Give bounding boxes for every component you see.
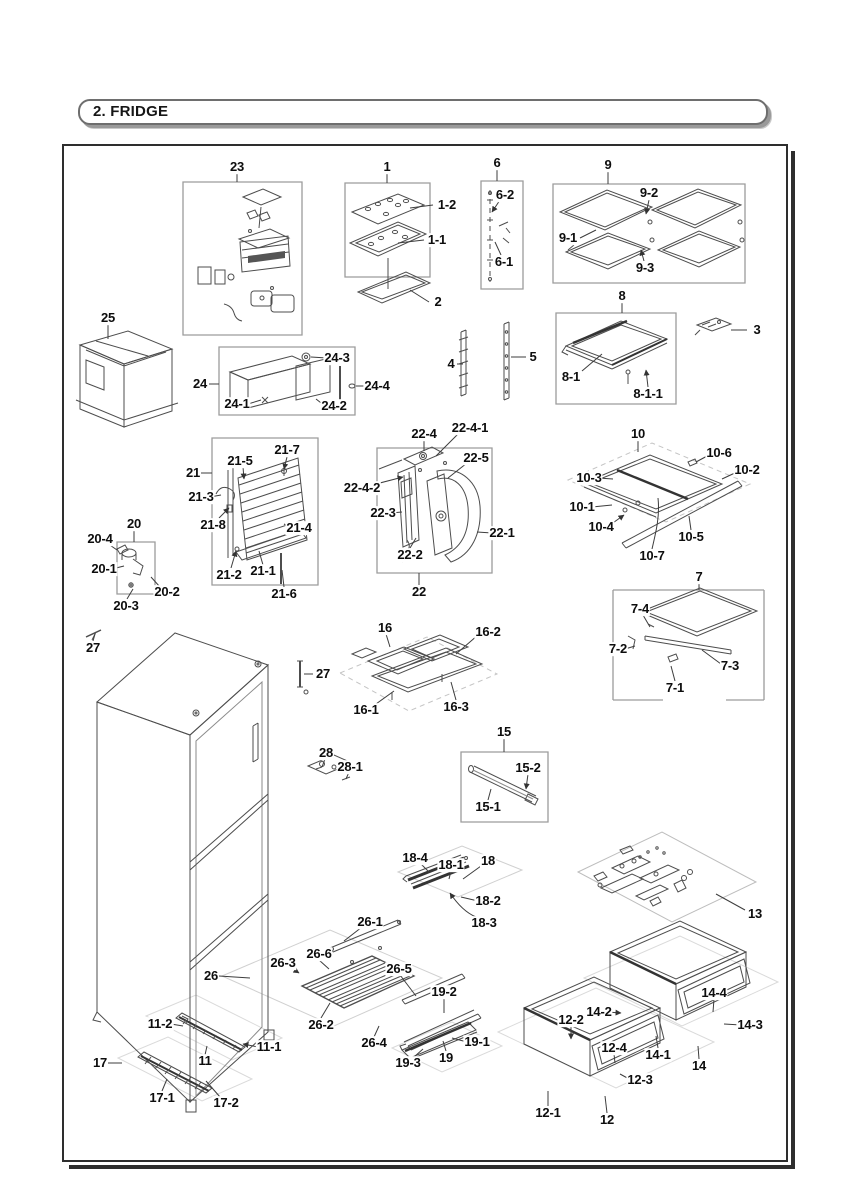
part-label: 7 — [695, 569, 703, 585]
part-label: 13 — [747, 906, 763, 922]
part-label: 26-5 — [386, 961, 412, 977]
part-label: 24-4 — [364, 378, 390, 394]
part-label: 14 — [691, 1058, 707, 1074]
part-label: 12-2 — [558, 1012, 584, 1028]
part-label: 16 — [377, 620, 393, 636]
part-label: 26-2 — [308, 1017, 334, 1033]
part-label: 16-1 — [353, 702, 379, 718]
part-label: 12-1 — [535, 1105, 561, 1121]
part-label: 10-7 — [639, 548, 665, 564]
part-label: 10-1 — [569, 499, 595, 515]
part-label: 12-3 — [627, 1072, 653, 1088]
part-label: 9 — [604, 157, 612, 173]
part-label: 8-1-1 — [633, 386, 663, 402]
part-label: 22-5 — [463, 450, 489, 466]
part-label: 5 — [529, 349, 537, 365]
part-label: 20-3 — [113, 598, 139, 614]
part-label: 24-2 — [321, 398, 347, 414]
part-label: 19 — [438, 1050, 454, 1066]
part-label: 6-2 — [495, 187, 515, 203]
part-label: 9-3 — [635, 260, 655, 276]
part-label: 24-1 — [224, 396, 250, 412]
part-label: 10-3 — [576, 470, 602, 486]
part-label: 7-2 — [608, 641, 628, 657]
part-label: 22-4-2 — [343, 480, 381, 496]
part-label: 12-4 — [601, 1040, 627, 1056]
part-label: 18-4 — [402, 850, 428, 866]
part-label: 10-6 — [706, 445, 732, 461]
part-label: 22-2 — [397, 547, 423, 563]
part-label: 22-4 — [411, 426, 437, 442]
section-title: 2. FRIDGE — [93, 103, 169, 120]
part-label: 12 — [599, 1112, 615, 1128]
part-label: 26-4 — [361, 1035, 387, 1051]
part-label: 24 — [192, 376, 208, 392]
part-label: 9-2 — [639, 185, 659, 201]
part-label: 27 — [85, 640, 101, 656]
part-label: 21-8 — [200, 517, 226, 533]
part-label: 17 — [92, 1055, 108, 1071]
part-label: 21-4 — [286, 520, 312, 536]
part-label: 2 — [434, 294, 442, 310]
part-label: 10-4 — [588, 519, 614, 535]
part-label: 21-2 — [216, 567, 242, 583]
part-label: 20-4 — [87, 531, 113, 547]
part-label: 18-2 — [475, 893, 501, 909]
part-label: 9-1 — [558, 230, 578, 246]
part-label: 7-1 — [665, 680, 685, 696]
part-label: 1-1 — [427, 232, 447, 248]
part-label: 26-6 — [306, 946, 332, 962]
part-label: 21-1 — [250, 563, 276, 579]
part-label: 21-5 — [227, 453, 253, 469]
part-label: 10-5 — [678, 529, 704, 545]
part-label: 11-2 — [147, 1016, 173, 1032]
part-label: 25 — [100, 310, 116, 326]
part-label: 1-2 — [437, 197, 457, 213]
part-label: 15 — [496, 724, 512, 740]
part-label: 22-1 — [489, 525, 515, 541]
part-label: 26-3 — [270, 955, 296, 971]
part-label: 8-1 — [561, 369, 581, 385]
part-label: 22-3 — [370, 505, 396, 521]
part-label: 19-3 — [395, 1055, 421, 1071]
part-label: 7-4 — [630, 601, 650, 617]
part-label: 14-4 — [701, 985, 727, 1001]
part-label: 3 — [753, 322, 761, 338]
part-label: 6-1 — [494, 254, 514, 270]
part-label: 15-1 — [475, 799, 501, 815]
part-label: 20 — [126, 516, 142, 532]
part-label: 21-7 — [274, 442, 300, 458]
part-label: 21-3 — [188, 489, 214, 505]
part-label: 20-2 — [154, 584, 180, 600]
part-label: 14-3 — [737, 1017, 763, 1033]
part-label: 26 — [203, 968, 219, 984]
part-label: 26-1 — [357, 914, 383, 930]
part-label: 7-3 — [720, 658, 740, 674]
part-label: 28 — [318, 745, 334, 761]
part-label: 10 — [630, 426, 646, 442]
part-label: 17-1 — [149, 1090, 175, 1106]
part-label: 15-2 — [515, 760, 541, 776]
part-label: 16-2 — [475, 624, 501, 640]
part-label: 20-1 — [91, 561, 117, 577]
part-label: 19-2 — [431, 984, 457, 1000]
part-label: 28-1 — [337, 759, 363, 775]
part-label: 4 — [447, 356, 455, 372]
part-label: 14-2 — [586, 1004, 612, 1020]
part-label: 14-1 — [645, 1047, 671, 1063]
part-label: 21-6 — [271, 586, 297, 602]
part-label: 18-1 — [438, 857, 464, 873]
part-label: 22 — [411, 584, 427, 600]
part-label: 27 — [315, 666, 331, 682]
part-label: 18 — [480, 853, 496, 869]
part-label: 19-1 — [464, 1034, 490, 1050]
part-label: 11 — [198, 1053, 212, 1069]
part-label: 23 — [229, 159, 245, 175]
part-label: 22-4-1 — [451, 420, 489, 436]
part-label: 17-2 — [213, 1095, 239, 1111]
part-label: 11-1 — [256, 1039, 282, 1055]
part-label: 8 — [618, 288, 626, 304]
part-label: 16-3 — [443, 699, 469, 715]
part-label: 1 — [383, 159, 391, 175]
part-label: 10-2 — [734, 462, 760, 478]
part-label: 6 — [493, 155, 501, 171]
part-label: 18-3 — [471, 915, 497, 931]
part-label: 21 — [185, 465, 201, 481]
part-label: 24-3 — [324, 350, 350, 366]
